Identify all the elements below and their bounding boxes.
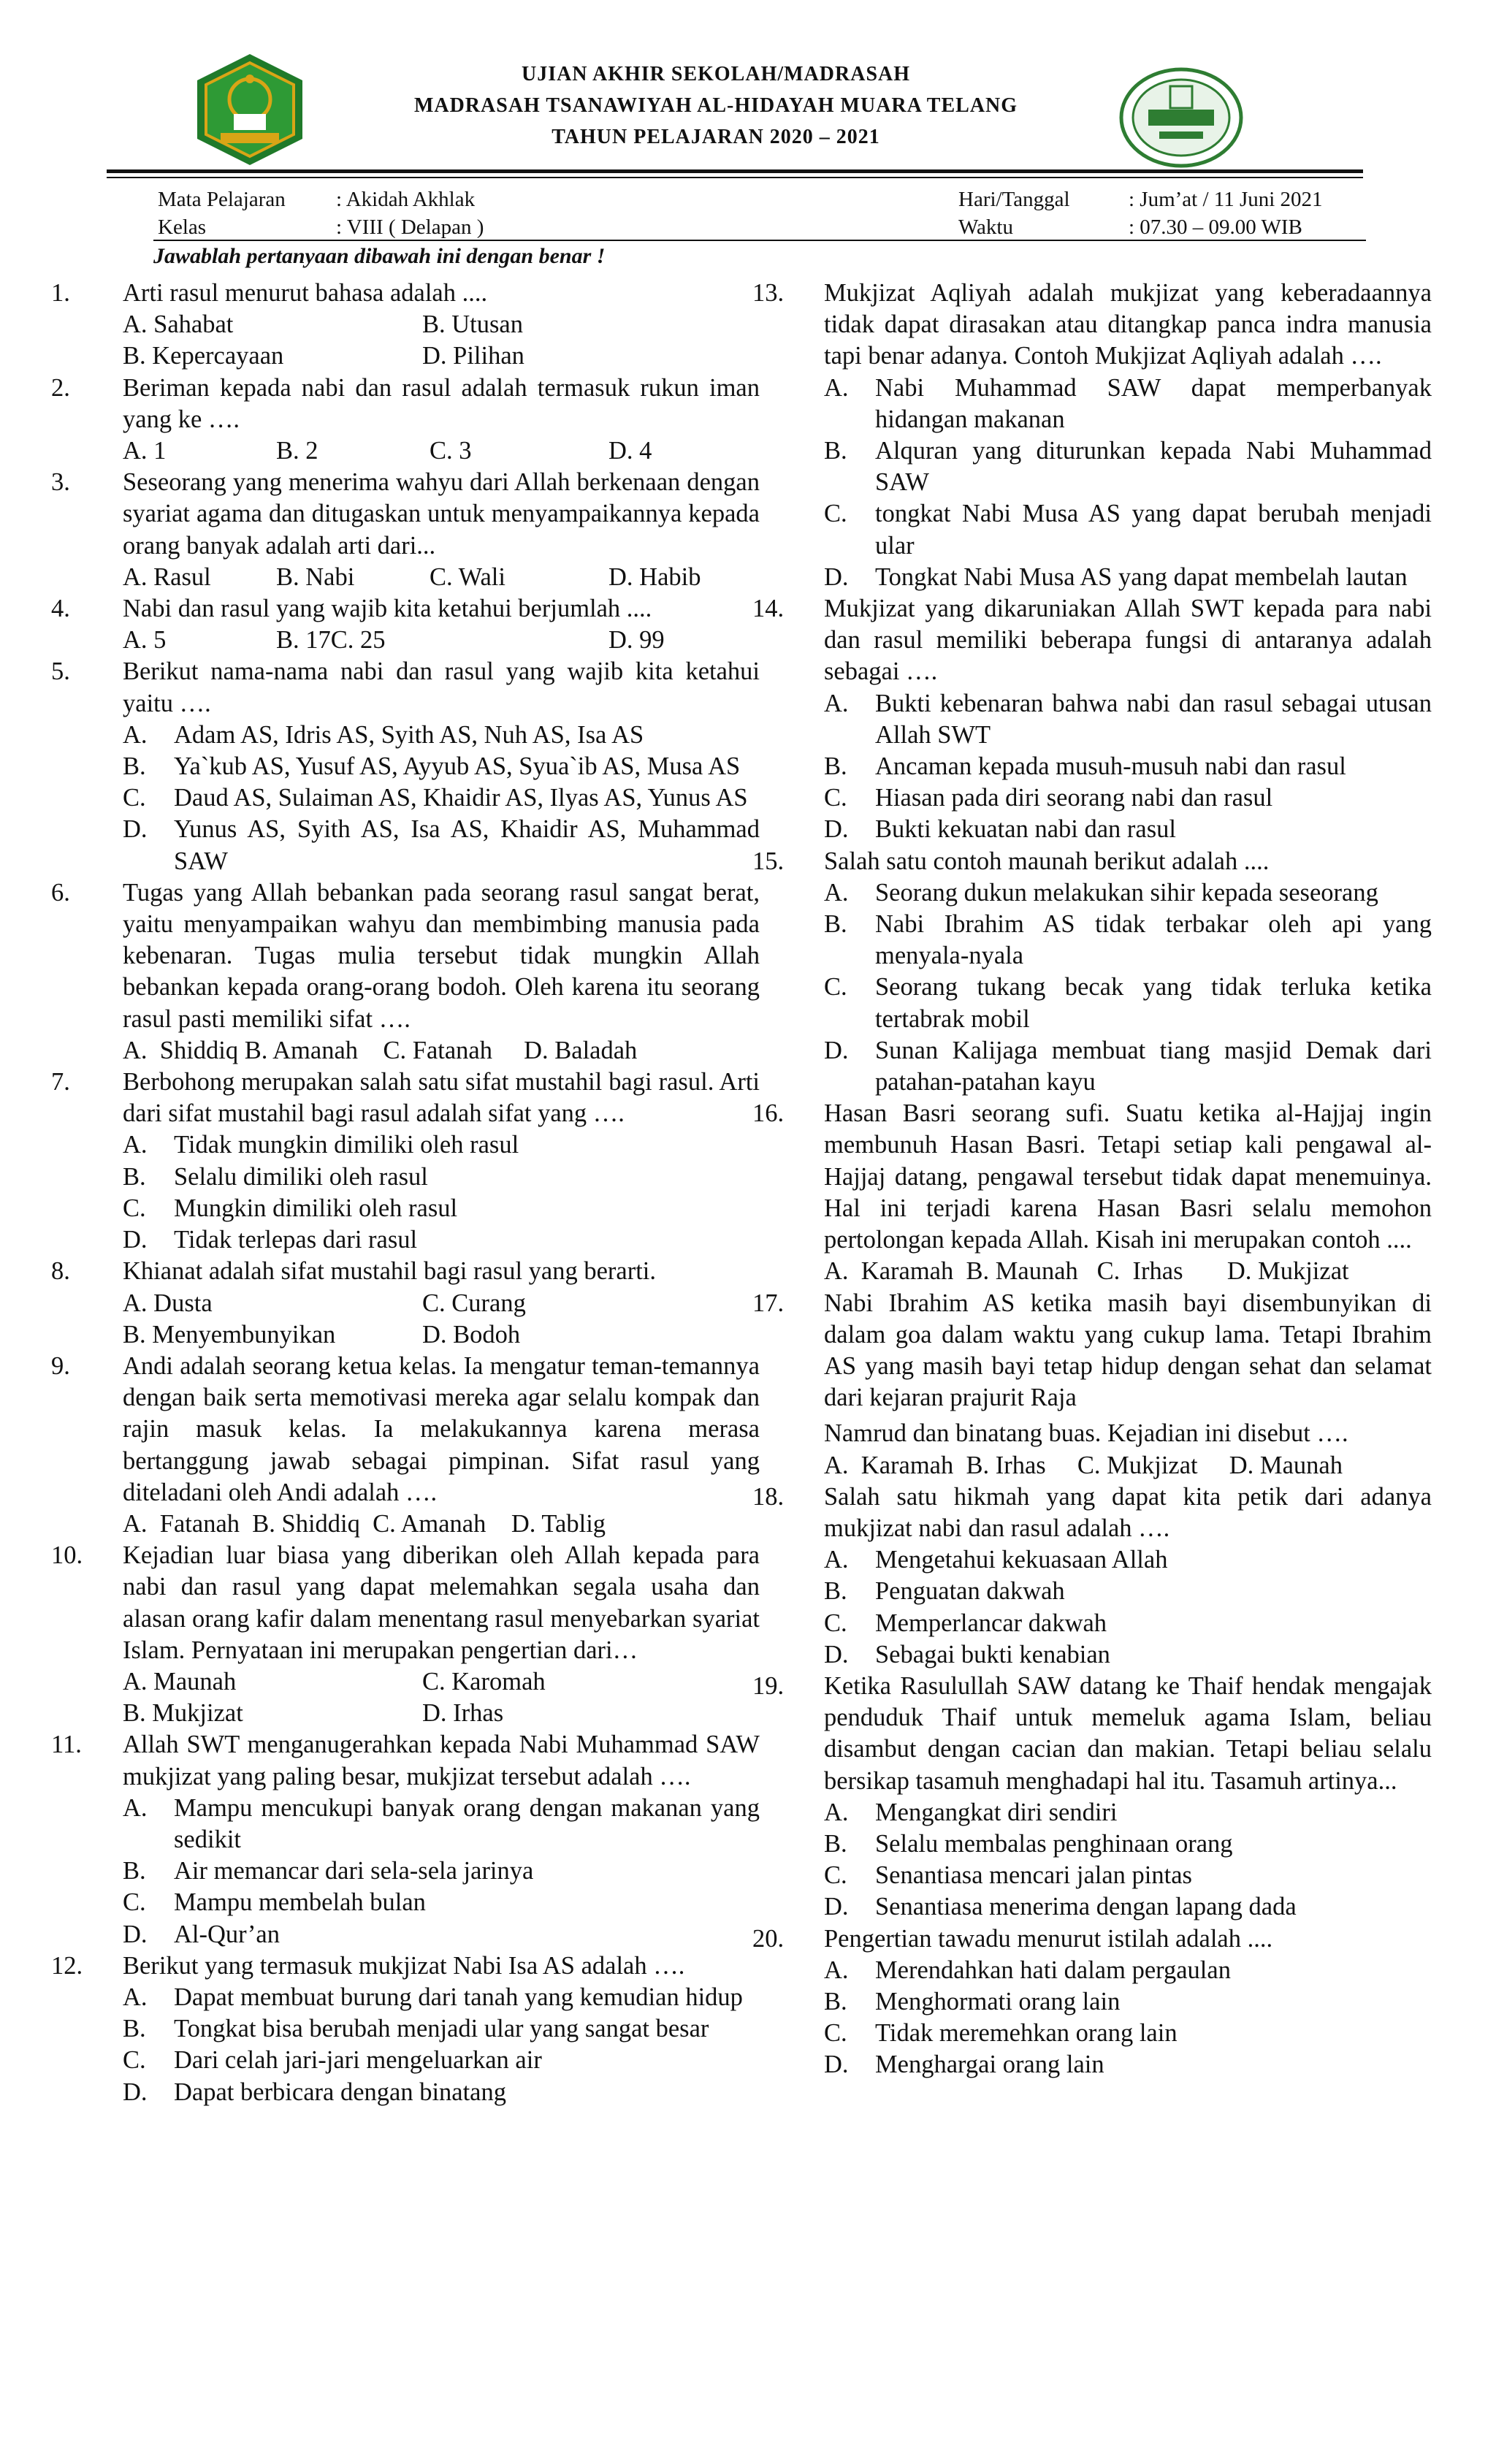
options	[123, 1288, 760, 1351]
option: B. Nabi	[276, 562, 355, 591]
question	[51, 1950, 760, 1982]
option-text: Mungkin dimiliki oleh rasul	[174, 1194, 458, 1222]
question	[51, 877, 760, 1035]
option: C. 3	[430, 437, 472, 465]
option-text: Selalu membalas penghinaan orang	[875, 1829, 1233, 1858]
option-text: Al-Qur’an	[174, 1920, 280, 1948]
options	[824, 1256, 1432, 1287]
question-text-continued: Namrud dan binatang buas. Kejadian ini disebut ….	[824, 1419, 1348, 1448]
option-letter: D.	[824, 562, 849, 591]
options	[123, 309, 760, 372]
options	[123, 1982, 760, 2108]
option-text: Selalu dimiliki oleh rasul	[174, 1162, 428, 1191]
question-number: 19.	[752, 1671, 785, 1700]
option-letter: A.	[824, 1546, 849, 1574]
option-text: Ancaman kepada musuh-musuh nabi dan rasul	[875, 752, 1346, 781]
question-text: Allah SWT menganugerahkan kepada Nabi Muhammad SAW mukjizat yang paling besar, mukjizat tersebut adalah ….	[123, 1731, 760, 1790]
option-text: Nabi Ibrahim AS tidak terbakar oleh api yang menyala-nyala	[875, 910, 1432, 970]
question-number: 15.	[752, 847, 785, 875]
question	[752, 1923, 1432, 1955]
question-number: 3.	[51, 468, 70, 497]
option-letter: D.	[123, 815, 148, 844]
question-number: 14.	[752, 595, 785, 623]
kemenag-logo	[191, 51, 308, 168]
options	[824, 1544, 1432, 1671]
options	[123, 1793, 760, 1950]
question-number: 12.	[51, 1951, 83, 1980]
option-letter: B.	[824, 752, 847, 781]
question	[51, 656, 760, 719]
option: C. Wali	[430, 562, 505, 591]
question-text: Andi adalah seorang ketua kelas. Ia mengatur teman-temannya dengan baik serta memotivasi mereka agar selalu kompak dan rajin masuk kelas. Ia melakukannya karena merasa bertanggung jawab sebagai pimpinan. Sifat rasul yang diteladani oleh Andi adalah ….	[123, 1351, 760, 1506]
question	[752, 846, 1432, 877]
question-text: Pengertian tawadu menurut istilah adalah ....	[824, 1924, 1273, 1953]
question	[51, 1067, 760, 1129]
option-line: A. Karamah B. Irhas C. Mukjizat D. Maunah	[824, 1451, 1343, 1479]
question-number: 13.	[752, 279, 785, 307]
date-value: : Jum’at / 11 Juni 2021	[1129, 188, 1323, 211]
option-letter: C.	[824, 1861, 847, 1890]
options	[824, 373, 1432, 593]
question-text: Hasan Basri seorang sufi. Suatu ketika al-Hajjaj ingin membunuh Hasan Basri. Tetapi setiap kali pengawal al-Hajjaj datang, pengawal tersebut tidak dapat menemuinya. Hal ini terjadi karena Hasan Basri selalu memohon pertolongan kepada Allah. Kisah ini merupakan contoh ....	[824, 1099, 1432, 1254]
question-text: Seseorang yang menerima wahyu dari Allah berkenaan dengan syariat agama dan ditugaskan untuk menyampaikannya kepada orang banyak adalah arti dari...	[123, 468, 760, 560]
question-text: Tugas yang Allah bebankan pada seorang rasul sangat berat, yaitu menyampaikan wahyu dan membimbing manusia pada kebenaran. Tugas mulia tersebut tidak mungkin Allah bebankan kepada orang-orang bodoh. Oleh karena itu seorang rasul pasti memiliki sifat ….	[123, 878, 760, 1033]
header-rule-thick	[107, 169, 1363, 173]
question	[51, 1540, 760, 1666]
option-letter: B.	[824, 1987, 847, 2015]
question-text: Salah satu hikmah yang dapat kita petik dari adanya mukjizat nabi dan rasul adalah ….	[824, 1482, 1432, 1542]
option-text: Bukti kekuatan nabi dan rasul	[875, 815, 1176, 844]
option: B. Kepercayaan	[123, 342, 284, 370]
question	[752, 1671, 1432, 1797]
question	[752, 1098, 1432, 1256]
option-text: Daud AS, Sulaiman AS, Khaidir AS, Ilyas AS, Yunus AS	[174, 784, 748, 812]
option-text: Bukti kebenaran bahwa nabi dan rasul sebagai utusan Allah SWT	[875, 689, 1432, 749]
option-text: Menghormati orang lain	[875, 1987, 1121, 2015]
options	[123, 1666, 760, 1729]
option: A. Rasul	[123, 562, 211, 591]
options	[824, 877, 1432, 1098]
option-letter: C.	[824, 1609, 847, 1637]
option-text: Nabi Muhammad SAW dapat memperbanyak hidangan makanan	[875, 373, 1432, 433]
option-text: Tidak meremehkan orang lain	[875, 2019, 1178, 2048]
option-letter: C.	[824, 973, 847, 1002]
option-text: Dari celah jari-jari mengeluarkan air	[174, 2046, 542, 2075]
option-text: Tidak terlepas dari rasul	[174, 1226, 418, 1254]
question-text: Arti rasul menurut bahasa adalah ....	[123, 279, 488, 307]
option: A. 1	[123, 437, 167, 465]
left-column	[51, 278, 760, 2108]
question	[51, 373, 760, 435]
question-number: 17.	[752, 1289, 785, 1317]
question	[752, 593, 1432, 688]
options	[824, 1955, 1432, 2081]
option-letter: B.	[824, 437, 847, 465]
option-text: Hiasan pada diri seorang nabi dan rasul	[875, 784, 1273, 812]
option-letter: A.	[824, 1956, 849, 1984]
header-title-block	[314, 58, 1118, 153]
question	[752, 278, 1432, 373]
options	[123, 720, 760, 877]
question-number: 6.	[51, 878, 70, 907]
header-rule-thin	[107, 177, 1363, 178]
option: D. Pilihan	[422, 342, 524, 370]
school-logo	[1119, 67, 1243, 168]
header-line-exam: UJIAN AKHIR SEKOLAH/MADRASAH	[521, 63, 911, 85]
question	[51, 278, 760, 309]
options	[123, 562, 760, 593]
question-text: Khianat adalah sifat mustahil bagi rasul yang berarti.	[123, 1257, 657, 1286]
option-text: Seorang tukang becak yang tidak terluka ketika tertabrak mobil	[875, 973, 1432, 1033]
option: D. 99	[608, 626, 665, 655]
option-letter: C.	[824, 784, 847, 812]
option-text: Alquran yang diturunkan kepada Nabi Muhammad SAW	[875, 437, 1432, 497]
question-number: 8.	[51, 1257, 70, 1286]
question-text: Mukjizat Aqliyah adalah mukjizat yang keberadaannya tidak dapat dirasakan atau ditangkap panca indra manusia tapi benar adanya. Contoh Mukjizat Aqliyah adalah ….	[824, 279, 1432, 370]
options	[123, 1035, 760, 1067]
question-number: 16.	[752, 1099, 785, 1128]
subject-label: Mata Pelajaran	[158, 188, 286, 211]
option-letter: A.	[824, 1798, 849, 1826]
question	[752, 1288, 1432, 1414]
header-line-school: MADRASAH TSANAWIYAH AL-HIDAYAH MUARA TELANG	[413, 94, 1018, 117]
option: B. Utusan	[422, 310, 523, 339]
question-text: Ketika Rasulullah SAW datang ke Thaif hendak mengajak penduduk Thaif untuk memeluk agama Islam, beliau disambut dengan cacian dan makian. Tetapi beliau selalu bersikap tasamuh menghadapi hal itu. Tasamuh artinya...	[824, 1671, 1432, 1795]
option-text: Mengetahui kekuasaan Allah	[875, 1546, 1168, 1574]
option-letter: A.	[123, 1131, 148, 1159]
question-text: Nabi dan rasul yang wajib kita ketahui berjumlah ....	[123, 595, 652, 623]
option-letter: B.	[123, 752, 146, 781]
options	[824, 688, 1432, 846]
question	[51, 467, 760, 562]
option-text: Sunan Kalijaga membuat tiang masjid Demak dari patahan-patahan kayu	[875, 1036, 1432, 1096]
date-label: Hari/Tanggal	[958, 188, 1070, 211]
option-letter: A.	[824, 878, 849, 907]
option: B. 2	[276, 437, 318, 465]
option-letter: C.	[824, 2019, 847, 2048]
option-letter: D.	[123, 1226, 148, 1254]
option-letter: B.	[824, 1577, 847, 1606]
header-line-year: TAHUN PELAJARAN 2020 – 2021	[552, 126, 880, 148]
option-letter: D.	[824, 1640, 849, 1668]
question	[51, 1351, 760, 1508]
option-letter: B.	[824, 910, 847, 939]
option-text: Mengangkat diri sendiri	[875, 1798, 1118, 1826]
option-letter: D.	[123, 2078, 148, 2106]
option-text: Mampu membelah bulan	[174, 1888, 426, 1917]
question-text: Nabi Ibrahim AS ketika masih bayi disembunyikan di dalam goa dalam waktu yang cukup lama. Tetapi Ibrahim AS yang masih bayi tetap hidup dengan sehat dan selamat dari kejaran prajurit Raja	[824, 1289, 1432, 1412]
option: B. 17C. 25	[276, 626, 386, 655]
option-text: Senantiasa mencari jalan pintas	[875, 1861, 1192, 1890]
option: C. Karomah	[422, 1667, 546, 1696]
options	[123, 1508, 760, 1540]
option-line: A. Karamah B. Maunah C. Irhas D. Mukjizat	[824, 1257, 1349, 1286]
question-number: 11.	[51, 1731, 82, 1759]
options	[123, 625, 760, 656]
option: B. Menyembunyikan	[123, 1320, 336, 1349]
option: D. Irhas	[422, 1699, 504, 1728]
question-number: 7.	[51, 1068, 70, 1096]
option-text: Senantiasa menerima dengan lapang dada	[875, 1893, 1297, 1921]
option-letter: C.	[123, 1194, 146, 1222]
question-text: Berikut nama-nama nabi dan rasul yang wajib kita ketahui yaitu ….	[123, 657, 760, 717]
question	[51, 593, 760, 625]
option-letter: A.	[123, 720, 148, 749]
question-text: Kejadian luar biasa yang diberikan oleh Allah kepada para nabi dan rasul yang dapat melemahkan segala usaha dan alasan orang kafir dalam menentang rasul menyebarkan syariat Islam. Pernyataan ini merupakan pengertian dari…	[123, 1541, 760, 1664]
question	[51, 1256, 760, 1287]
option-text: Menghargai orang lain	[875, 2051, 1104, 2079]
question-text: Mukjizat yang dikaruniakan Allah SWT kepada para nabi dan rasul memiliki beberapa fungsi di antaranya adalah sebagai ….	[824, 595, 1432, 686]
option-text: Tongkat Nabi Musa AS yang dapat membelah lautan	[875, 562, 1408, 591]
question-number: 18.	[752, 1482, 785, 1511]
option: B. Mukjizat	[123, 1699, 243, 1728]
option-line: A. Fatanah B. Shiddiq C. Amanah D. Tablig	[123, 1509, 606, 1538]
option-letter: A.	[123, 1793, 148, 1822]
right-column	[752, 278, 1432, 2081]
option-letter: C.	[824, 500, 847, 528]
question	[51, 1729, 760, 1792]
class-value: : VIII ( Delapan )	[336, 215, 484, 239]
question-number: 10.	[51, 1541, 83, 1570]
option: D. 4	[608, 437, 652, 465]
subject-value: : Akidah Akhlak	[336, 188, 476, 211]
option: A. Sahabat	[123, 310, 234, 339]
question-text: Berikut yang termasuk mukjizat Nabi Isa AS adalah ….	[123, 1951, 685, 1980]
question-number: 5.	[51, 657, 70, 686]
option-text: Memperlancar dakwah	[875, 1609, 1107, 1637]
option-text: Dapat berbicara dengan binatang	[174, 2078, 506, 2106]
option-letter: B.	[824, 1829, 847, 1858]
option-text: Adam AS, Idris AS, Syith AS, Nuh AS, Isa AS	[174, 720, 644, 749]
option-letter: C.	[123, 2046, 146, 2075]
option-line: A. Shiddiq B. Amanah C. Fatanah D. Baladah	[123, 1036, 638, 1064]
options	[824, 1797, 1432, 1923]
time-label: Waktu	[958, 215, 1013, 239]
instruction: Jawablah pertanyaan dibawah ini dengan benar !	[153, 244, 606, 268]
exam-info	[0, 183, 1496, 241]
option-text: Tongkat bisa berubah menjadi ular yang sangat besar	[174, 2015, 709, 2043]
options	[123, 435, 760, 467]
option-text: tongkat Nabi Musa AS yang dapat berubah menjadi ular	[875, 500, 1432, 560]
option: C. Curang	[422, 1289, 526, 1317]
question-text: Beriman kepada nabi dan rasul adalah termasuk rukun iman yang ke ….	[123, 373, 760, 433]
option-letter: D.	[824, 1036, 849, 1064]
option-text: Tidak mungkin dimiliki oleh rasul	[174, 1131, 519, 1159]
options	[824, 1450, 1432, 1481]
option-letter: B.	[123, 2015, 146, 2043]
time-value: : 07.30 – 09.00 WIB	[1129, 215, 1302, 239]
option-letter: D.	[824, 2051, 849, 2079]
option-text: Air memancar dari sela-sela jarinya	[174, 1857, 534, 1885]
option-letter: A.	[824, 689, 849, 717]
question-text: Salah satu contoh maunah berikut adalah ....	[824, 847, 1270, 875]
option-letter: C.	[123, 784, 146, 812]
exam-header	[0, 0, 1496, 183]
option-letter: D.	[824, 1893, 849, 1921]
option-text: Penguatan dakwah	[875, 1577, 1065, 1606]
option-letter: B.	[123, 1162, 146, 1191]
option-letter: B.	[123, 1857, 146, 1885]
option-letter: D.	[123, 1920, 148, 1948]
question-number: 20.	[752, 1924, 785, 1953]
question-number: 9.	[51, 1351, 70, 1380]
option: A. Dusta	[123, 1289, 213, 1317]
class-label: Kelas	[158, 215, 207, 239]
option: D. Habib	[608, 562, 701, 591]
option: A. 5	[123, 626, 167, 655]
option-letter: A.	[824, 373, 849, 402]
option-text: Dapat membuat burung dari tanah yang kemudian hidup	[174, 1983, 743, 2011]
option-text: Yunus AS, Syith AS, Isa AS, Khaidir AS, Muhammad SAW	[174, 815, 760, 875]
question	[752, 1481, 1432, 1544]
option: A. Maunah	[123, 1667, 237, 1696]
option-text: Ya`kub AS, Yusuf AS, Ayyub AS, Syua`ib AS, Musa AS	[174, 752, 741, 781]
question-number: 2.	[51, 373, 70, 402]
options	[123, 1129, 760, 1256]
question-number: 1.	[51, 279, 70, 307]
info-rule	[153, 240, 1366, 241]
option-letter: A.	[123, 1983, 148, 2011]
option-text: Seorang dukun melakukan sihir kepada seseorang	[875, 878, 1378, 907]
question-text: Berbohong merupakan salah satu sifat mustahil bagi rasul. Arti dari sifat mustahil bagi rasul adalah sifat yang ….	[123, 1068, 760, 1128]
question-number: 4.	[51, 595, 70, 623]
option-text: Mampu mencukupi banyak orang dengan makanan yang sedikit	[174, 1793, 760, 1853]
option-text: Sebagai bukti kenabian	[875, 1640, 1110, 1668]
option: D. Bodoh	[422, 1320, 521, 1349]
option-letter: C.	[123, 1888, 146, 1917]
option-letter: D.	[824, 815, 849, 844]
option-text: Merendahkan hati dalam pergaulan	[875, 1956, 1231, 1984]
